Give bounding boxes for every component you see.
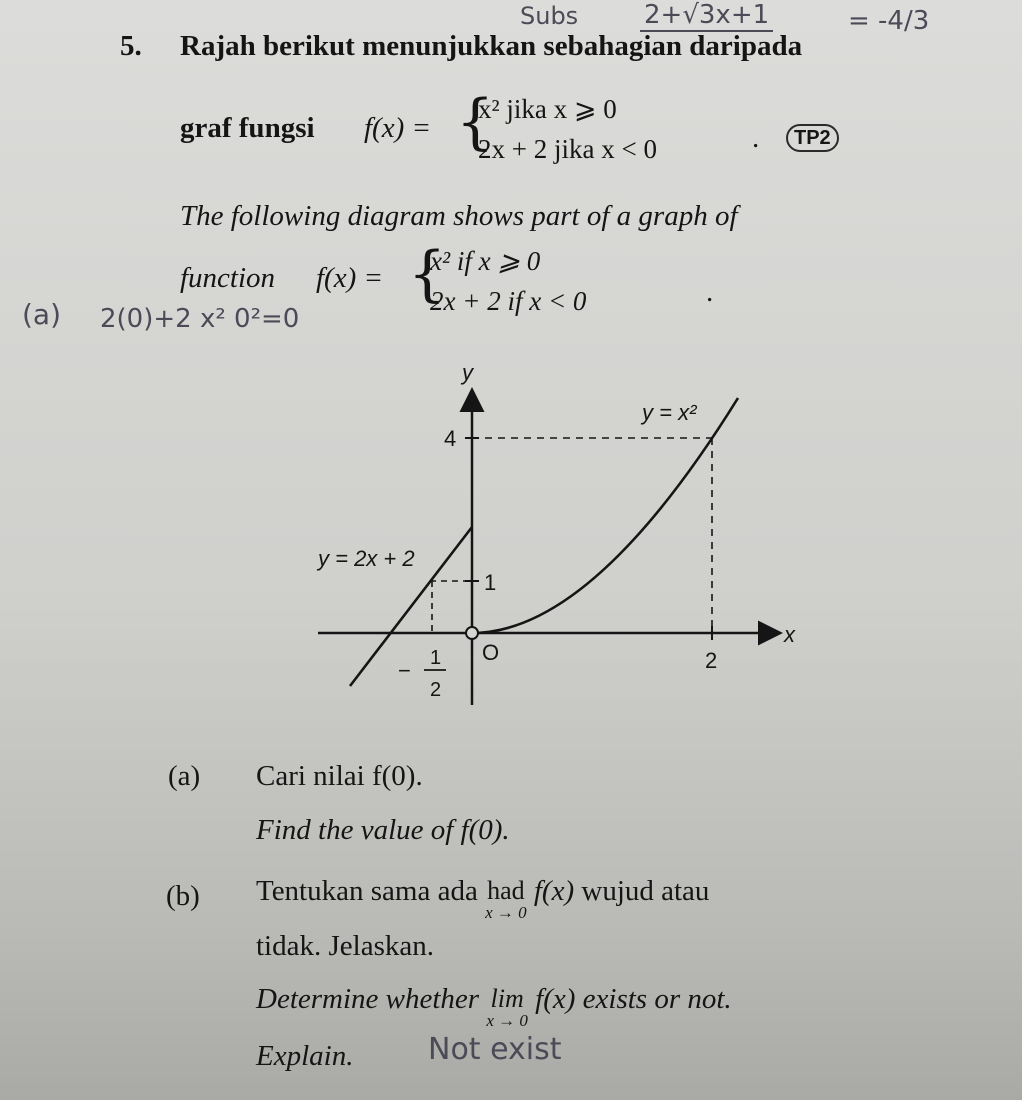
handwritten-formula: 2+√3x+1 — [640, 0, 773, 32]
part-b-malay-func: f(x) — [533, 875, 575, 908]
tick-label-neg-half-num: 1 — [430, 647, 442, 669]
part-b-malay-line1 — [256, 872, 710, 922]
question-malay-intro: Rajah berikut menunjukkan sebahagian daripada — [180, 30, 803, 62]
part-b-malay-end: wujud atau — [581, 875, 710, 908]
limit-had — [485, 878, 527, 921]
limit-lim — [486, 986, 528, 1029]
part-b-malay-start: Tentukan sama ada — [256, 875, 478, 908]
open-circle-origin — [466, 627, 478, 639]
label-y-equals-2x-plus-2: y = 2x + 2 — [318, 546, 415, 571]
handwritten-result: = -4/3 — [848, 6, 930, 36]
part-a-malay: Cari nilai f(0). — [256, 760, 423, 792]
handwritten-part-a-label: (a) — [22, 298, 62, 331]
english-case-2: 2x + 2 if x < 0 — [430, 286, 587, 316]
english-case-1: x² if x ⩾ 0 — [430, 246, 541, 276]
curve-y-x-squared — [472, 398, 738, 633]
label-y-equals-x-squared: y = x² — [642, 400, 697, 425]
malay-case-2: 2x + 2 jika x < 0 — [478, 134, 657, 164]
part-b-malay-line2: tidak. Jelaskan. — [256, 930, 434, 962]
question-number: 5. — [120, 30, 142, 62]
tick-label-y1: 1 — [484, 570, 497, 595]
x-axis-label: x — [784, 622, 795, 647]
handwritten-answer-b: Not exist — [428, 1032, 562, 1067]
tick-label-x2: 2 — [705, 648, 718, 673]
english-function-word: function — [180, 262, 276, 294]
limit-had-word: had — [487, 876, 525, 905]
function-graph — [300, 350, 820, 720]
part-b-english-start: Determine whether — [256, 983, 480, 1016]
tick-label-neg-half-sign: − — [398, 658, 411, 683]
tp2-badge: TP2 — [786, 124, 839, 152]
limit-had-sub: x → 0 — [485, 903, 527, 922]
tick-label-y4: 4 — [444, 426, 457, 451]
part-b-english-func: f(x) — [535, 983, 576, 1016]
handwritten-part-a-work: 2(0)+2 x² 0²=0 — [100, 304, 300, 334]
part-b-english-end: exists or not. — [582, 983, 732, 1016]
handwritten-scribble: Subs — [520, 2, 579, 30]
part-b-label: (b) — [166, 880, 200, 912]
limit-lim-word: lim — [490, 984, 524, 1013]
english-period: . — [706, 276, 714, 308]
english-function-lhs: f(x) = — [316, 262, 384, 294]
english-intro: The following diagram shows part of a graph of — [180, 200, 738, 232]
origin-label: O — [482, 640, 500, 665]
limit-lim-sub: x → 0 — [486, 1011, 528, 1030]
english-brace: { — [408, 239, 447, 309]
part-a-english: Find the value of f(0). — [256, 814, 510, 846]
malay-period: . — [752, 122, 760, 154]
y-axis-label: y — [462, 360, 473, 385]
part-b-english-line2: Explain. — [256, 1040, 354, 1072]
malay-case-1: x² jika x ⩾ 0 — [478, 94, 617, 124]
part-a-label: (a) — [168, 760, 201, 792]
tick-label-neg-half-den: 2 — [430, 679, 442, 701]
malay-graf-fungsi: graf fungsi — [180, 112, 315, 144]
malay-function-lhs: f(x) = — [364, 112, 432, 144]
part-b-english-line1 — [256, 980, 732, 1030]
malay-brace: { — [456, 87, 495, 157]
